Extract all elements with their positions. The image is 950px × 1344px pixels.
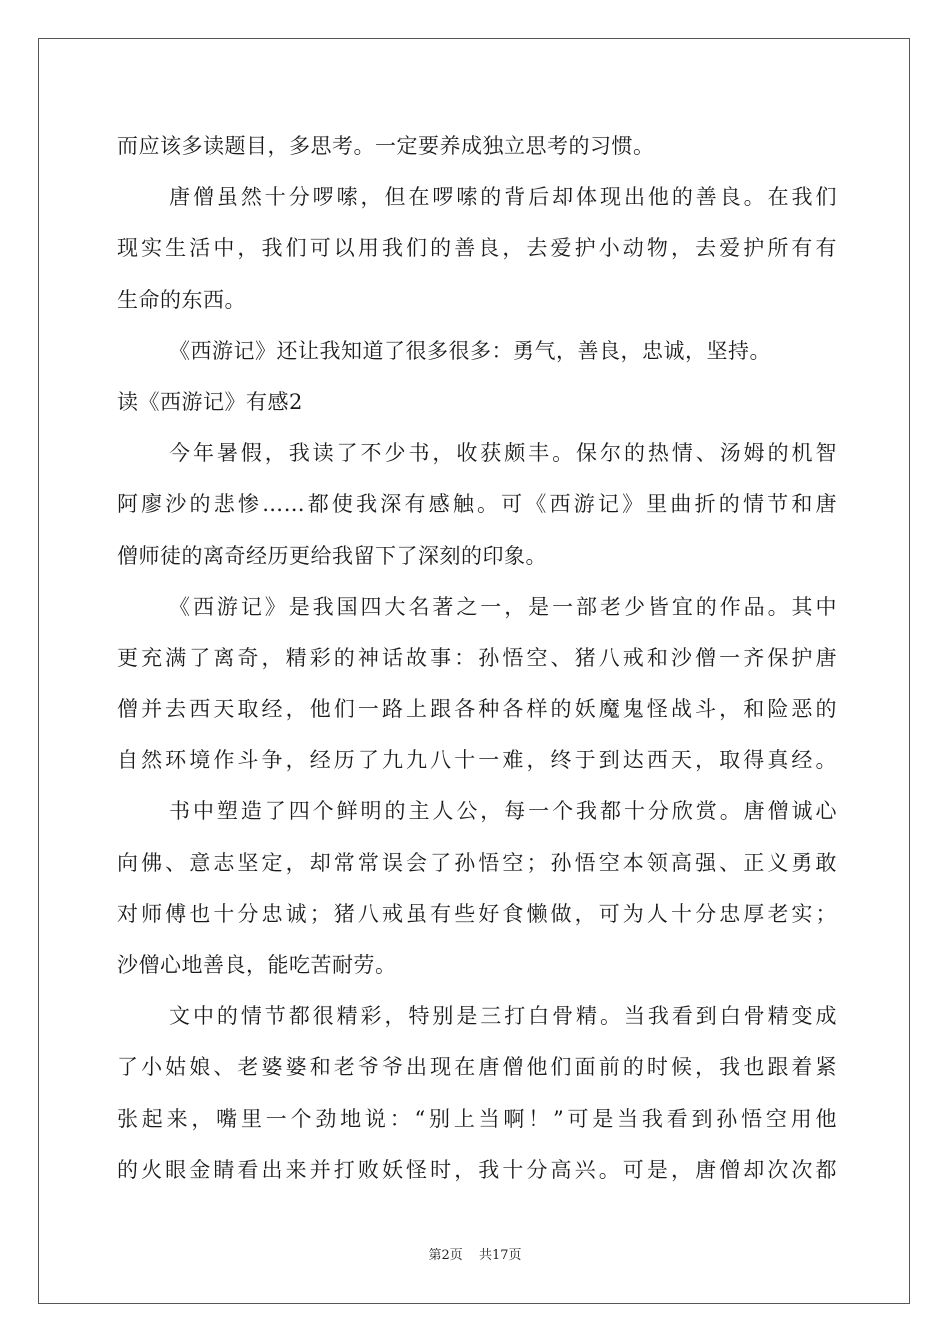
text-line: 唐僧虽然十分啰嗦，但在啰嗦的背后却体现出他的善良。在我们 [169,185,837,210]
text-line: 张起来，嘴里一个劲地说：“别上当啊！”可是当我看到孙悟空用他 [117,1106,837,1131]
text-line: 《西游记》还让我知道了很多很多：勇气，善良，忠诚，坚持。 [169,338,771,363]
text-line: 生命的东西。 [117,287,246,312]
text-line: 阿廖沙的悲惨……都使我深有感触。可《西游记》里曲折的情节和唐 [117,492,837,517]
text-line: 书中塑造了四个鲜明的主人公，每一个我都十分欣赏。唐僧诚心 [169,799,837,824]
text-line: 而应该多读题目，多思考。一定要养成独立思考的习惯。 [117,134,655,158]
text-line: 僧师徒的离奇经历更给我留下了深刻的印象。 [117,543,547,568]
section-heading: 读《西游记》有感2 [117,389,303,414]
document-body [117,121,837,1196]
text-line: 现实生活中，我们可以用我们的善良，去爱护小动物，去爱护所有有 [117,236,837,261]
text-line: 的火眼金睛看出来并打败妖怪时，我十分高兴。可是，唐僧却次次都 [117,1157,837,1182]
text-line: 今年暑假，我读了不少书，收获颇丰。保尔的热情、汤姆的机智 [169,441,837,466]
text-line: 向佛、意志坚定，却常常误会了孙悟空；孙悟空本领高强、正义勇敢 [117,850,837,875]
text-line: 文中的情节都很精彩，特别是三打白骨精。当我看到白骨精变成 [169,1004,837,1029]
text-line: 自然环境作斗争，经历了九九八十一难，终于到达西天，取得真经。 [117,748,837,773]
text-line: 僧并去西天取经，他们一路上跟各种各样的妖魔鬼怪战斗，和险恶的 [117,697,837,722]
page-total: 共17页 [478,1248,522,1263]
text-line: 《西游记》是我国四大名著之一，是一部老少皆宜的作品。其中 [169,594,837,619]
text-line: 对师傅也十分忠诚；猪八戒虽有些好食懒做，可为人十分忠厚老实； [117,901,837,926]
text-line: 更充满了离奇，精彩的神话故事：孙悟空、猪八戒和沙僧一齐保护唐 [117,645,837,670]
text-line: 了小姑娘、老婆婆和老爷爷出现在唐僧他们面前的时候，我也跟着紧 [117,1055,837,1080]
page-number: 第2页 [428,1248,463,1263]
page-footer [0,1244,950,1263]
text-line: 沙僧心地善良，能吃苦耐劳。 [117,953,397,977]
